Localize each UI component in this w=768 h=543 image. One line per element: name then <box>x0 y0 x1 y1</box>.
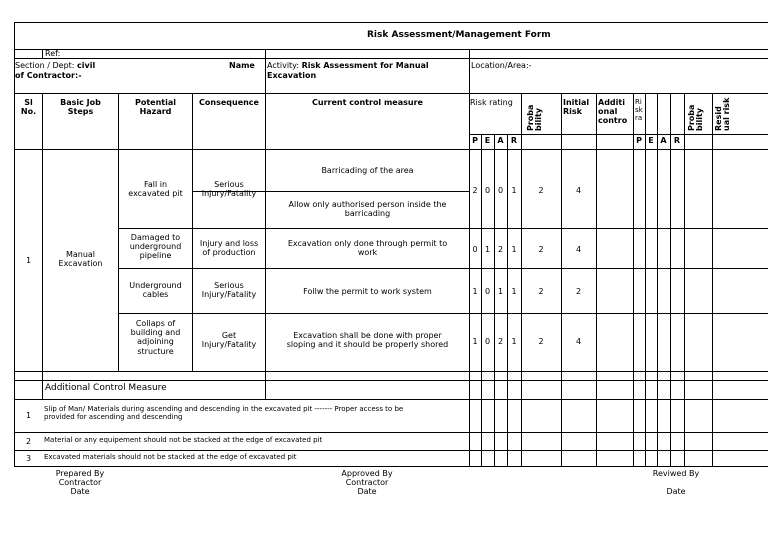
header-sl: Sl <box>24 98 33 107</box>
control-text: Excavation shall be done with proper <box>293 331 442 340</box>
col-line <box>507 134 508 466</box>
hazard-cell <box>119 233 192 261</box>
header-probability: Proba bility <box>526 104 543 131</box>
rating-r: 1 <box>511 186 517 195</box>
header-residual-risk: Resid ual risk <box>714 97 731 131</box>
header-basic-job: Basic Job <box>60 98 101 107</box>
header-e-residual: E <box>648 136 654 145</box>
row-line <box>14 450 768 451</box>
row-line <box>14 399 768 400</box>
header-e: E <box>484 136 491 145</box>
header-risk-rating-short <box>635 98 643 122</box>
header-additional-control <box>598 98 627 126</box>
additional-item-line: provided for ascending and descending <box>44 413 183 422</box>
hazard-text: building and <box>130 328 181 338</box>
rating-r: 1 <box>511 337 517 346</box>
header-potential: Potential <box>134 98 176 107</box>
rating-p: 1 <box>472 287 478 296</box>
control-text: Allow only authorised person inside the <box>288 200 447 209</box>
header-p-residual: P <box>636 136 642 145</box>
initial-risk-value: 2 <box>575 287 582 296</box>
header-steps: Steps <box>67 107 94 117</box>
control-text: sloping and it should be properly shored <box>286 340 449 350</box>
col-line <box>645 93 646 466</box>
initial-risk-value: 4 <box>575 186 582 195</box>
consequence-text: Injury/Fatality <box>201 189 257 199</box>
header-risk-rating: Risk rating <box>470 98 513 107</box>
form-title: Risk Assessment/Management Form <box>367 30 551 40</box>
additional-item-line: Slip of Man/ Materials during ascending and descending in the excavated pit ------- Proper access to be <box>44 405 404 413</box>
hazard-text: pipeline <box>139 251 172 261</box>
rating-r: 1 <box>511 245 517 254</box>
step-job-line-1: Manual <box>65 250 96 259</box>
hazard-text: Collaps of <box>135 319 176 328</box>
section-dept-label: Section / Dept: <box>15 61 75 70</box>
probability-value: 2 <box>538 245 544 254</box>
col-line <box>633 93 634 466</box>
header-additional-1: Additi <box>598 98 625 107</box>
initial-risk-value: 4 <box>575 337 582 346</box>
approved-by-block <box>327 469 407 497</box>
hazard-text: Damaged to <box>130 233 181 242</box>
control-measure-cell <box>266 200 469 218</box>
consequence-cell <box>193 331 265 349</box>
control-measure-cell <box>266 239 469 257</box>
section-dept-value: civil <box>77 61 96 70</box>
additional-item-text <box>44 405 403 421</box>
header-r-residual: R <box>673 136 681 145</box>
col-line <box>494 134 495 466</box>
hazard-text: Underground <box>129 281 182 290</box>
col-line <box>192 93 193 371</box>
activity-label-text: Activity: <box>267 61 300 70</box>
consequence-cell <box>193 239 265 257</box>
row-line <box>14 58 768 59</box>
hazard-text: excavated pit <box>128 189 183 199</box>
col-line <box>596 93 597 466</box>
hazard-text: Fall in <box>143 180 168 189</box>
rating-a: 2 <box>497 245 504 254</box>
col-line <box>42 93 43 399</box>
approved-by-label: Approved By <box>341 469 393 478</box>
consequence-cell <box>193 180 265 198</box>
control-text: Excavation only done through permit to <box>287 239 448 248</box>
rating-e: 0 <box>484 337 491 346</box>
row-line <box>14 93 768 94</box>
hazard-text: cables <box>142 290 169 300</box>
header-additional-3: contro <box>598 116 628 126</box>
initial-risk-value: 4 <box>575 245 582 254</box>
header-r: R <box>510 136 518 145</box>
additional-item-no: 1 <box>25 411 32 420</box>
consequence-text: of production <box>202 248 256 258</box>
row-line <box>14 432 768 433</box>
header-rr-3: ra <box>635 114 643 123</box>
header-a-residual: A <box>660 136 667 145</box>
row-line <box>14 149 768 150</box>
consequence-text: Injury/Fatality <box>201 340 257 350</box>
prepared-by-date: Date <box>70 487 90 497</box>
col-line <box>469 49 470 466</box>
header-hazard: Hazard <box>139 107 172 117</box>
prepared-by-block <box>40 469 120 497</box>
header-current-control-measure: Current control measure <box>312 98 423 107</box>
row-line <box>14 371 768 372</box>
row-line <box>14 466 768 467</box>
additional-item-text: Excavated materials should not be stacked at the edge of excavated pit <box>44 453 297 461</box>
col-line <box>712 93 713 466</box>
rating-a: 2 <box>497 337 504 346</box>
name-label: Name <box>229 61 255 70</box>
row-line <box>14 380 768 381</box>
rating-a: 1 <box>497 287 504 296</box>
reviewed-by-date: Date <box>666 487 686 497</box>
header-risk: Risk <box>563 107 582 117</box>
consequence-cell <box>193 281 265 299</box>
additional-control-title: Additional Control Measure <box>45 383 167 393</box>
col-line <box>521 93 522 466</box>
header-additional-2: onal <box>598 107 618 117</box>
header-a: A <box>497 136 504 145</box>
step-sl-no: 1 <box>25 256 32 265</box>
hazard-cell <box>119 319 192 356</box>
probability-value: 2 <box>538 337 544 346</box>
probability-value: 2 <box>538 287 544 296</box>
activity-value: Risk Assessment for Manual <box>301 61 429 70</box>
col-line <box>481 134 482 466</box>
prepared-by-role: Contractor <box>58 478 102 488</box>
reviewed-by-label: Reviwed By <box>652 469 700 478</box>
col-line <box>670 93 671 466</box>
rating-e: 1 <box>484 245 491 254</box>
consequence-text: Injury/Fatality <box>201 290 257 300</box>
header-rr-1: Ri <box>635 98 642 106</box>
reviewed-by-spacer <box>636 478 716 487</box>
hazard-cell <box>119 281 192 299</box>
additional-item-text: Material or any equipement should not be stacked at the edge of excavated pit <box>44 436 323 444</box>
header-potential-hazard <box>119 98 192 116</box>
control-text: barricading <box>344 209 391 219</box>
col-line <box>42 49 43 58</box>
header-consequence: Consequence <box>199 98 259 107</box>
header-basic-job-steps <box>43 98 118 116</box>
control-measure-cell <box>266 331 469 349</box>
header-initial-risk <box>563 98 589 116</box>
location-label: Location/Area:- <box>471 61 532 70</box>
rating-p: 2 <box>472 186 478 195</box>
control-measure-cell: Follw the permit to work system <box>303 287 432 296</box>
contractor-label: of Contractor:- <box>15 71 82 80</box>
row-line <box>469 134 768 135</box>
control-text: work <box>357 248 378 258</box>
rating-p: 0 <box>472 245 478 254</box>
hazard-text: adjoining <box>137 337 174 347</box>
hazard-text: structure <box>137 346 174 356</box>
header-p: P <box>472 136 478 145</box>
rating-p: 1 <box>472 337 478 346</box>
border-left <box>14 22 15 466</box>
header-probability-2: Proba bility <box>687 104 704 131</box>
row-line <box>14 49 768 50</box>
step-basic-job <box>43 250 118 268</box>
header-initial: Initial <box>563 98 590 107</box>
border-top <box>14 22 768 23</box>
activity-label <box>267 61 429 70</box>
hazard-text: underground <box>129 242 182 252</box>
approved-by-role: Contractor <box>345 478 389 488</box>
col-line <box>657 93 658 466</box>
col-line <box>684 93 685 466</box>
rating-r: 1 <box>511 287 517 296</box>
consequence-text: Serious <box>214 180 244 189</box>
probability-value: 2 <box>538 186 544 195</box>
rating-e: 0 <box>484 287 491 296</box>
rating-a: 0 <box>497 186 504 195</box>
reviewed-by-block <box>636 469 716 497</box>
step-job-line-2: Excavation <box>58 259 103 269</box>
approved-by-date: Date <box>357 487 377 497</box>
activity-value-line-2: Excavation <box>267 71 317 80</box>
consequence-text: Serious <box>214 281 244 290</box>
col-line <box>561 93 562 466</box>
section-label <box>15 61 95 70</box>
hazard-cell <box>119 180 192 198</box>
ref-label: Ref: <box>45 49 61 58</box>
control-measure-cell: Barricading of the area <box>321 166 414 175</box>
consequence-text: Get <box>221 331 237 340</box>
header-rr-2: sk <box>635 106 643 115</box>
header-sl-no <box>15 98 42 116</box>
prepared-by-label: Prepared By <box>55 469 105 478</box>
rating-e: 0 <box>484 186 491 195</box>
header-no: No. <box>20 107 37 117</box>
consequence-text: Injury and loss <box>199 239 259 248</box>
additional-item-no: 2 <box>25 437 32 446</box>
additional-item-no: 3 <box>25 454 32 463</box>
